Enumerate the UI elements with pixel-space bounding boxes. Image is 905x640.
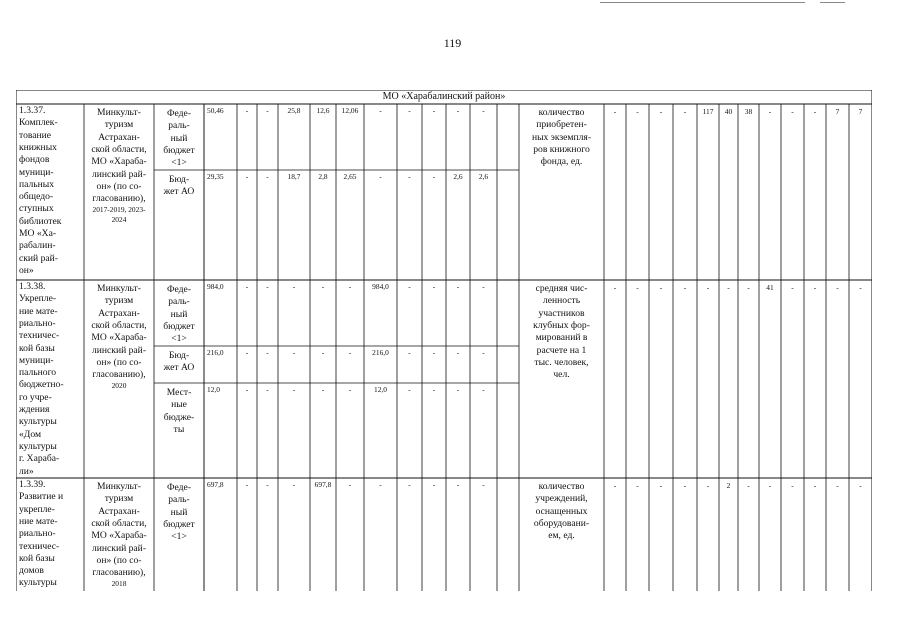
funding-value: - <box>379 172 382 181</box>
executor-line: туризм <box>104 493 134 505</box>
program-name-line: ние мате- <box>19 515 58 527</box>
indicator-value: - <box>706 481 710 490</box>
indicator-value: - <box>613 481 617 490</box>
program-name-line: МО «Ха- <box>19 228 57 239</box>
funding-value: - <box>348 348 352 357</box>
executor-line: гласованию), <box>92 369 146 381</box>
funding-value: - <box>456 480 460 489</box>
funding-value: - <box>408 385 411 394</box>
indicator-value: - <box>768 107 772 116</box>
indicator-value: - <box>727 283 730 292</box>
indicator-value: 38 <box>744 107 753 116</box>
indicator-name-line: участников <box>538 307 585 319</box>
funding-value: - <box>456 348 460 357</box>
program-name-line: ние мате- <box>19 305 58 317</box>
funding-value: - <box>408 106 411 115</box>
program-name-line: библиотек <box>19 215 62 227</box>
executor-years: 2024 <box>111 214 127 224</box>
indicator-value: - <box>747 283 750 292</box>
executor-line: Минкульт- <box>97 107 141 118</box>
program-name-line: 1.3.37. <box>19 105 46 116</box>
funding-value: 216,0 <box>372 348 389 357</box>
program-name-line: «Дом <box>19 428 42 440</box>
budget-table <box>16 90 872 591</box>
funding-value: - <box>432 385 436 394</box>
funding-value: 984,0 <box>372 282 389 291</box>
funding-value: - <box>482 106 485 115</box>
section-title: МО «Харабалинский район» <box>382 91 506 102</box>
funding-source-line: жет АО <box>163 186 195 198</box>
funding-source-line: ный <box>170 132 188 144</box>
funding-value: - <box>432 348 436 357</box>
executor-line: линский рай- <box>91 344 147 356</box>
indicator-value: - <box>813 481 817 490</box>
funding-value: - <box>245 106 249 115</box>
indicator-value: - <box>813 283 817 292</box>
executor-line: он» (по со- <box>96 554 142 566</box>
funding-source-line: ный <box>170 308 188 320</box>
funding-source-line: жет АО <box>163 362 195 374</box>
indicator-name-line: количество <box>538 481 585 492</box>
funding-source-line: Феде- <box>166 108 192 119</box>
funding-source-line: бюджет <box>163 320 195 332</box>
executor-line: ской области, <box>91 143 147 155</box>
funding-value: - <box>245 348 249 357</box>
indicator-value: - <box>636 481 639 490</box>
indicator-name-line: чел. <box>553 369 570 381</box>
executor-line: он» (по со- <box>96 180 142 192</box>
funding-value: 2,6 <box>453 172 463 181</box>
program-name-line: техничес- <box>19 330 60 342</box>
executor-years: 2017-2019, 2023- <box>92 205 146 215</box>
funding-value: - <box>245 172 249 181</box>
executor-line: Минкульт- <box>97 481 141 492</box>
indicator-value: 7 <box>858 107 863 116</box>
funding-value: 12,06 <box>341 106 359 115</box>
funding-value: - <box>379 106 382 115</box>
indicator-name-line: оснащенных <box>535 505 588 517</box>
funding-value: - <box>456 282 460 291</box>
funding-source-line: Бюд- <box>168 174 190 185</box>
indicator-name-line: учреждений, <box>535 493 588 505</box>
indicator-name-line: фонда, ед. <box>540 156 583 168</box>
program-name-line: укрепле- <box>19 503 55 515</box>
indicator-value: - <box>683 481 687 490</box>
funding-source-line: раль- <box>168 120 190 132</box>
funding-value: 216,0 <box>207 348 224 357</box>
indicator-value: - <box>613 107 617 116</box>
indicator-name-line: ров книжного <box>533 143 590 155</box>
funding-value: 697,8 <box>314 480 332 489</box>
indicator-value: - <box>768 481 772 490</box>
funding-value: - <box>266 385 269 394</box>
funding-value: 697,8 <box>207 480 224 489</box>
indicator-value: - <box>659 283 663 292</box>
funding-value: 984,0 <box>207 282 224 291</box>
indicator-name-line: клубных фор- <box>533 319 590 331</box>
indicator-name-line: оборудовани- <box>533 517 590 529</box>
funding-source-line: ный <box>170 506 188 518</box>
indicator-value: - <box>659 107 663 116</box>
indicator-value: 40 <box>724 107 733 116</box>
program-name-line: книжных <box>19 141 57 153</box>
funding-value: - <box>245 385 249 394</box>
indicator-value: - <box>636 283 639 292</box>
program-name-line: риально- <box>19 317 56 329</box>
program-name-line: Комплек- <box>19 117 58 129</box>
program-name-line: рабалин- <box>19 240 56 252</box>
program-name-line: г. Хараба- <box>19 453 60 465</box>
program-name-line: ждения <box>19 404 50 415</box>
indicator-value: - <box>791 481 794 490</box>
indicator-value: - <box>636 107 639 116</box>
funding-value: 12,0 <box>207 385 220 394</box>
funding-value: - <box>348 385 352 394</box>
program-name-line: техничес- <box>19 540 60 552</box>
program-name-line: 1.3.38. <box>19 281 46 292</box>
funding-value: 2,8 <box>318 172 328 181</box>
program-name-line: он» <box>19 264 34 276</box>
funding-value: 12,0 <box>374 385 387 394</box>
funding-value: 18,7 <box>287 172 301 181</box>
funding-value: - <box>379 480 382 489</box>
funding-value: 50,46 <box>207 106 224 115</box>
funding-value: - <box>408 480 411 489</box>
funding-value: - <box>408 348 411 357</box>
program-name-line: пальных <box>19 178 55 190</box>
executor-line: Астрахан- <box>98 131 140 143</box>
program-name-line: культуры <box>19 577 57 589</box>
indicator-name-line: мирований в <box>535 332 588 344</box>
funding-value: - <box>245 480 249 489</box>
funding-value: - <box>321 385 325 394</box>
indicator-value: - <box>791 107 794 116</box>
funding-source-line: <1> <box>171 333 187 345</box>
indicator-value: - <box>836 481 839 490</box>
top-edge-line <box>600 2 805 3</box>
indicator-name-line: тыс. человек, <box>534 356 589 368</box>
executor-line: линский рай- <box>91 168 147 180</box>
executor-line: он» (по со- <box>96 356 142 368</box>
executor-years: 2020 <box>111 381 127 391</box>
executor-line: Минкульт- <box>97 283 141 294</box>
indicator-value: - <box>706 283 710 292</box>
indicator-value: - <box>683 283 687 292</box>
funding-source-line: бюджет <box>163 518 195 530</box>
funding-value: - <box>245 282 249 291</box>
funding-value: - <box>432 172 436 181</box>
program-name-line: Укрепле- <box>19 293 57 305</box>
funding-source-line: <1> <box>171 157 187 169</box>
executor-line: МО «Хараба- <box>91 332 147 344</box>
indicator-value: - <box>659 481 663 490</box>
executor-years: 2018 <box>111 579 127 589</box>
program-name-line: культуры <box>19 440 57 452</box>
funding-source-line: Феде- <box>166 284 192 295</box>
indicator-value: 117 <box>702 107 714 116</box>
program-name-line: кой базы <box>19 552 55 564</box>
indicator-name-line: расчете на 1 <box>536 344 587 356</box>
indicator-name-line: средняя чис- <box>535 283 588 294</box>
funding-value: - <box>292 348 296 357</box>
program-name-line: культуры <box>19 416 57 428</box>
funding-value: - <box>321 348 325 357</box>
funding-source-line: <1> <box>171 531 187 543</box>
funding-value: - <box>408 172 411 181</box>
funding-source-line: Бюд- <box>168 350 190 361</box>
program-name-line: домов <box>19 565 44 577</box>
program-name-line: го учре- <box>19 391 52 403</box>
funding-value: 12,6 <box>316 106 330 115</box>
funding-value: - <box>266 172 269 181</box>
funding-source-line: ты <box>173 423 185 435</box>
funding-value: 2,6 <box>478 172 489 181</box>
funding-value: - <box>292 480 296 489</box>
executor-line: Астрахан- <box>98 505 140 517</box>
program-name-line: ступных <box>19 203 54 215</box>
funding-value: - <box>348 282 352 291</box>
executor-line: линский рай- <box>91 542 147 554</box>
indicator-value: - <box>859 481 862 490</box>
funding-value: - <box>482 348 485 357</box>
indicator-value: - <box>859 283 862 292</box>
program-name-line: ли» <box>19 465 34 477</box>
executor-line: МО «Хараба- <box>91 156 147 168</box>
funding-value: - <box>292 385 296 394</box>
indicator-value: - <box>791 283 794 292</box>
indicator-value: - <box>747 481 750 490</box>
funding-value: - <box>482 282 485 291</box>
program-name-line: риально- <box>19 528 56 540</box>
funding-value: - <box>321 282 325 291</box>
program-name-line: ский рай- <box>19 252 58 264</box>
program-name-line: 1.3.39. <box>19 479 46 490</box>
funding-source-line: ные <box>171 399 187 411</box>
top-edge-line <box>820 2 845 3</box>
funding-value: - <box>482 385 485 394</box>
funding-value: - <box>266 282 269 291</box>
executor-line: ской области, <box>91 517 147 529</box>
executor-line: МО «Хараба- <box>91 530 147 542</box>
indicator-value: 41 <box>766 283 774 292</box>
funding-value: - <box>408 282 411 291</box>
funding-value: - <box>266 106 269 115</box>
indicator-value: - <box>813 107 817 116</box>
funding-value: - <box>456 106 460 115</box>
executor-line: гласованию), <box>92 567 146 579</box>
indicator-name-line: количество <box>538 107 585 118</box>
program-name-line: общедо- <box>19 191 54 203</box>
funding-value: - <box>292 282 296 291</box>
indicator-value: - <box>683 107 687 116</box>
page-number: 119 <box>443 36 462 50</box>
executor-line: ской области, <box>91 319 147 331</box>
indicator-value: - <box>836 283 839 292</box>
funding-value: 29,35 <box>207 172 224 181</box>
program-name-line: тование <box>19 129 52 141</box>
funding-value: 25,8 <box>287 106 301 115</box>
funding-value: - <box>432 106 436 115</box>
funding-value: - <box>266 480 269 489</box>
program-name-line: муници- <box>19 166 54 178</box>
indicator-name-line: ленность <box>542 295 581 307</box>
program-name-line: кой базы <box>19 342 55 354</box>
indicator-value: 7 <box>835 107 840 116</box>
program-name-line: Развитие и <box>19 491 64 503</box>
funding-source-line: бюджет <box>163 144 195 156</box>
funding-source-line: бюдже- <box>163 411 195 423</box>
program-name-line: муници- <box>19 354 54 366</box>
funding-value: - <box>266 348 269 357</box>
funding-source-line: Феде- <box>166 482 192 493</box>
indicator-name-line: приобретен- <box>536 119 587 131</box>
funding-value: - <box>432 480 436 489</box>
program-name-line: фондов <box>19 154 50 166</box>
indicator-value: - <box>613 283 617 292</box>
executor-line: Астрахан- <box>98 307 140 319</box>
program-name-line: бюджетно- <box>19 379 64 391</box>
program-name-line: пального <box>19 367 57 379</box>
executor-line: туризм <box>104 119 134 131</box>
funding-value: - <box>348 480 352 489</box>
indicator-name-line: ем, ед. <box>548 530 575 542</box>
executor-line: туризм <box>104 295 134 307</box>
funding-value: - <box>432 282 436 291</box>
funding-value: - <box>482 480 485 489</box>
indicator-name-line: ных экземпля- <box>531 131 592 143</box>
funding-value: - <box>456 385 460 394</box>
executor-line: гласованию), <box>92 193 146 205</box>
indicator-value: 2 <box>726 481 731 490</box>
funding-source-line: Мест- <box>166 387 192 398</box>
funding-source-line: раль- <box>168 494 190 506</box>
funding-source-line: раль- <box>168 296 190 308</box>
funding-value: 2,65 <box>343 172 357 181</box>
